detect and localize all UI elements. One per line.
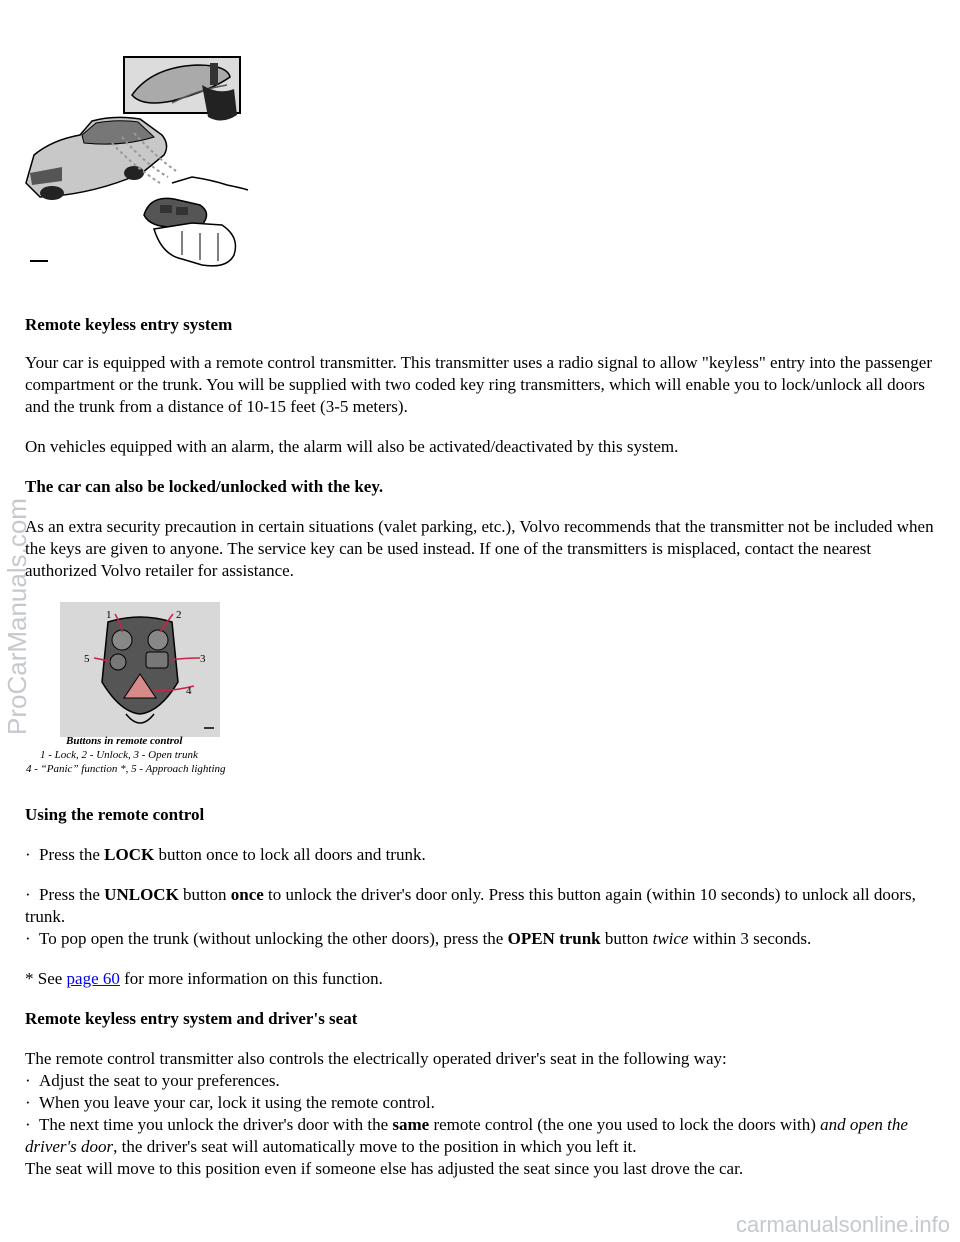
bullet-dot: · <box>25 929 31 948</box>
car-remote-illustration <box>22 55 252 275</box>
bullet-dot: · <box>25 1115 31 1134</box>
lock-button-label: LOCK <box>104 845 155 864</box>
bullet-unlock: · Press the UNLOCK button once to unlock the driver's door only. Press this button again (within 10 seconds) to unlock all doors, trunk. <box>25 885 916 926</box>
bullet-dot: · <box>25 845 31 864</box>
heading-drivers-seat: Remote keyless entry system and driver's seat <box>25 1009 358 1028</box>
heading-remote-keyless-entry: Remote keyless entry system <box>25 315 233 334</box>
seat-intro: The remote control transmitter also controls the electrically operated driver's seat in the following way: <box>25 1049 727 1068</box>
bottom-watermark: carmanualsonline.info <box>735 1212 950 1237</box>
caption-title: Buttons in remote control <box>66 735 183 747</box>
label-3: 3 <box>200 653 206 665</box>
paragraph-intro: Your car is equipped with a remote control transmitter. This transmitter uses a radio signal to allow "keyless" entry into the passenger compartment or the trunk. You will be supplied with two coded key ring transmitters, which will enable you to lock/unlock all doors and the trunk from a distance of 10-15 feet (3-5 meters). <box>25 353 932 416</box>
paragraph-alarm: On vehicles equipped with an alarm, the alarm will also be activated/deactivated by this system. <box>25 437 679 456</box>
bullet-open-trunk: · To pop open the trunk (without unlocking the other doors), press the OPEN trunk button twice within 3 seconds. <box>25 929 812 948</box>
side-watermark: ProCarManuals.com <box>2 498 32 735</box>
label-4: 4 <box>186 685 192 697</box>
seat-section-body <box>25 1048 937 1180</box>
paragraph-key-lock: The car can also be locked/unlocked with the key. <box>25 477 384 496</box>
bullet-dot: · <box>25 1071 31 1090</box>
unlock-button-label: UNLOCK <box>104 885 179 904</box>
seat-closing: The seat will move to this position even if someone else has adjusted the seat since you last drove the car. <box>25 1159 744 1178</box>
label-2: 2 <box>176 609 182 621</box>
remote-buttons-figure <box>26 602 256 782</box>
label-5: 5 <box>84 653 90 665</box>
footnote: * See page 60 for more information on this function. <box>25 969 383 988</box>
figure-caption <box>26 734 256 776</box>
seat-bullet-lock: · When you leave your car, lock it using the remote control. <box>25 1093 435 1112</box>
caption-line-2: 4 - “Panic” function *, 5 - Approach lighting <box>26 763 226 775</box>
remote-control-illustration <box>60 602 220 737</box>
paragraph-security: As an extra security precaution in certain situations (valet parking, etc.), Volvo recommends that the transmitter not be included when the keys are given to anyone. The service key can be used instead. If one of the transmitters is misplaced, contact the nearest authorized Volvo retailer for assistance. <box>25 517 934 580</box>
bullet-dot: · <box>25 1093 31 1112</box>
bullet-lock: · Press the LOCK button once to lock all doors and trunk. <box>25 845 426 864</box>
bullet-dot: · <box>25 885 31 904</box>
open-trunk-label: OPEN trunk <box>507 929 601 948</box>
seat-bullet-unlock: · The next time you unlock the driver's door with the same remote control (the one you used to lock the doors with) and open the driver's door, the driver's seat will automatically move to the position in which you left it. <box>25 1115 908 1156</box>
seat-bullet-adjust: · Adjust the seat to your preferences. <box>25 1071 280 1090</box>
label-1: 1 <box>106 609 112 621</box>
caption-line-1: 1 - Lock, 2 - Unlock, 3 - Open trunk <box>40 749 198 761</box>
heading-using-remote: Using the remote control <box>25 805 205 824</box>
page-60-link[interactable]: page 60 <box>66 969 120 988</box>
